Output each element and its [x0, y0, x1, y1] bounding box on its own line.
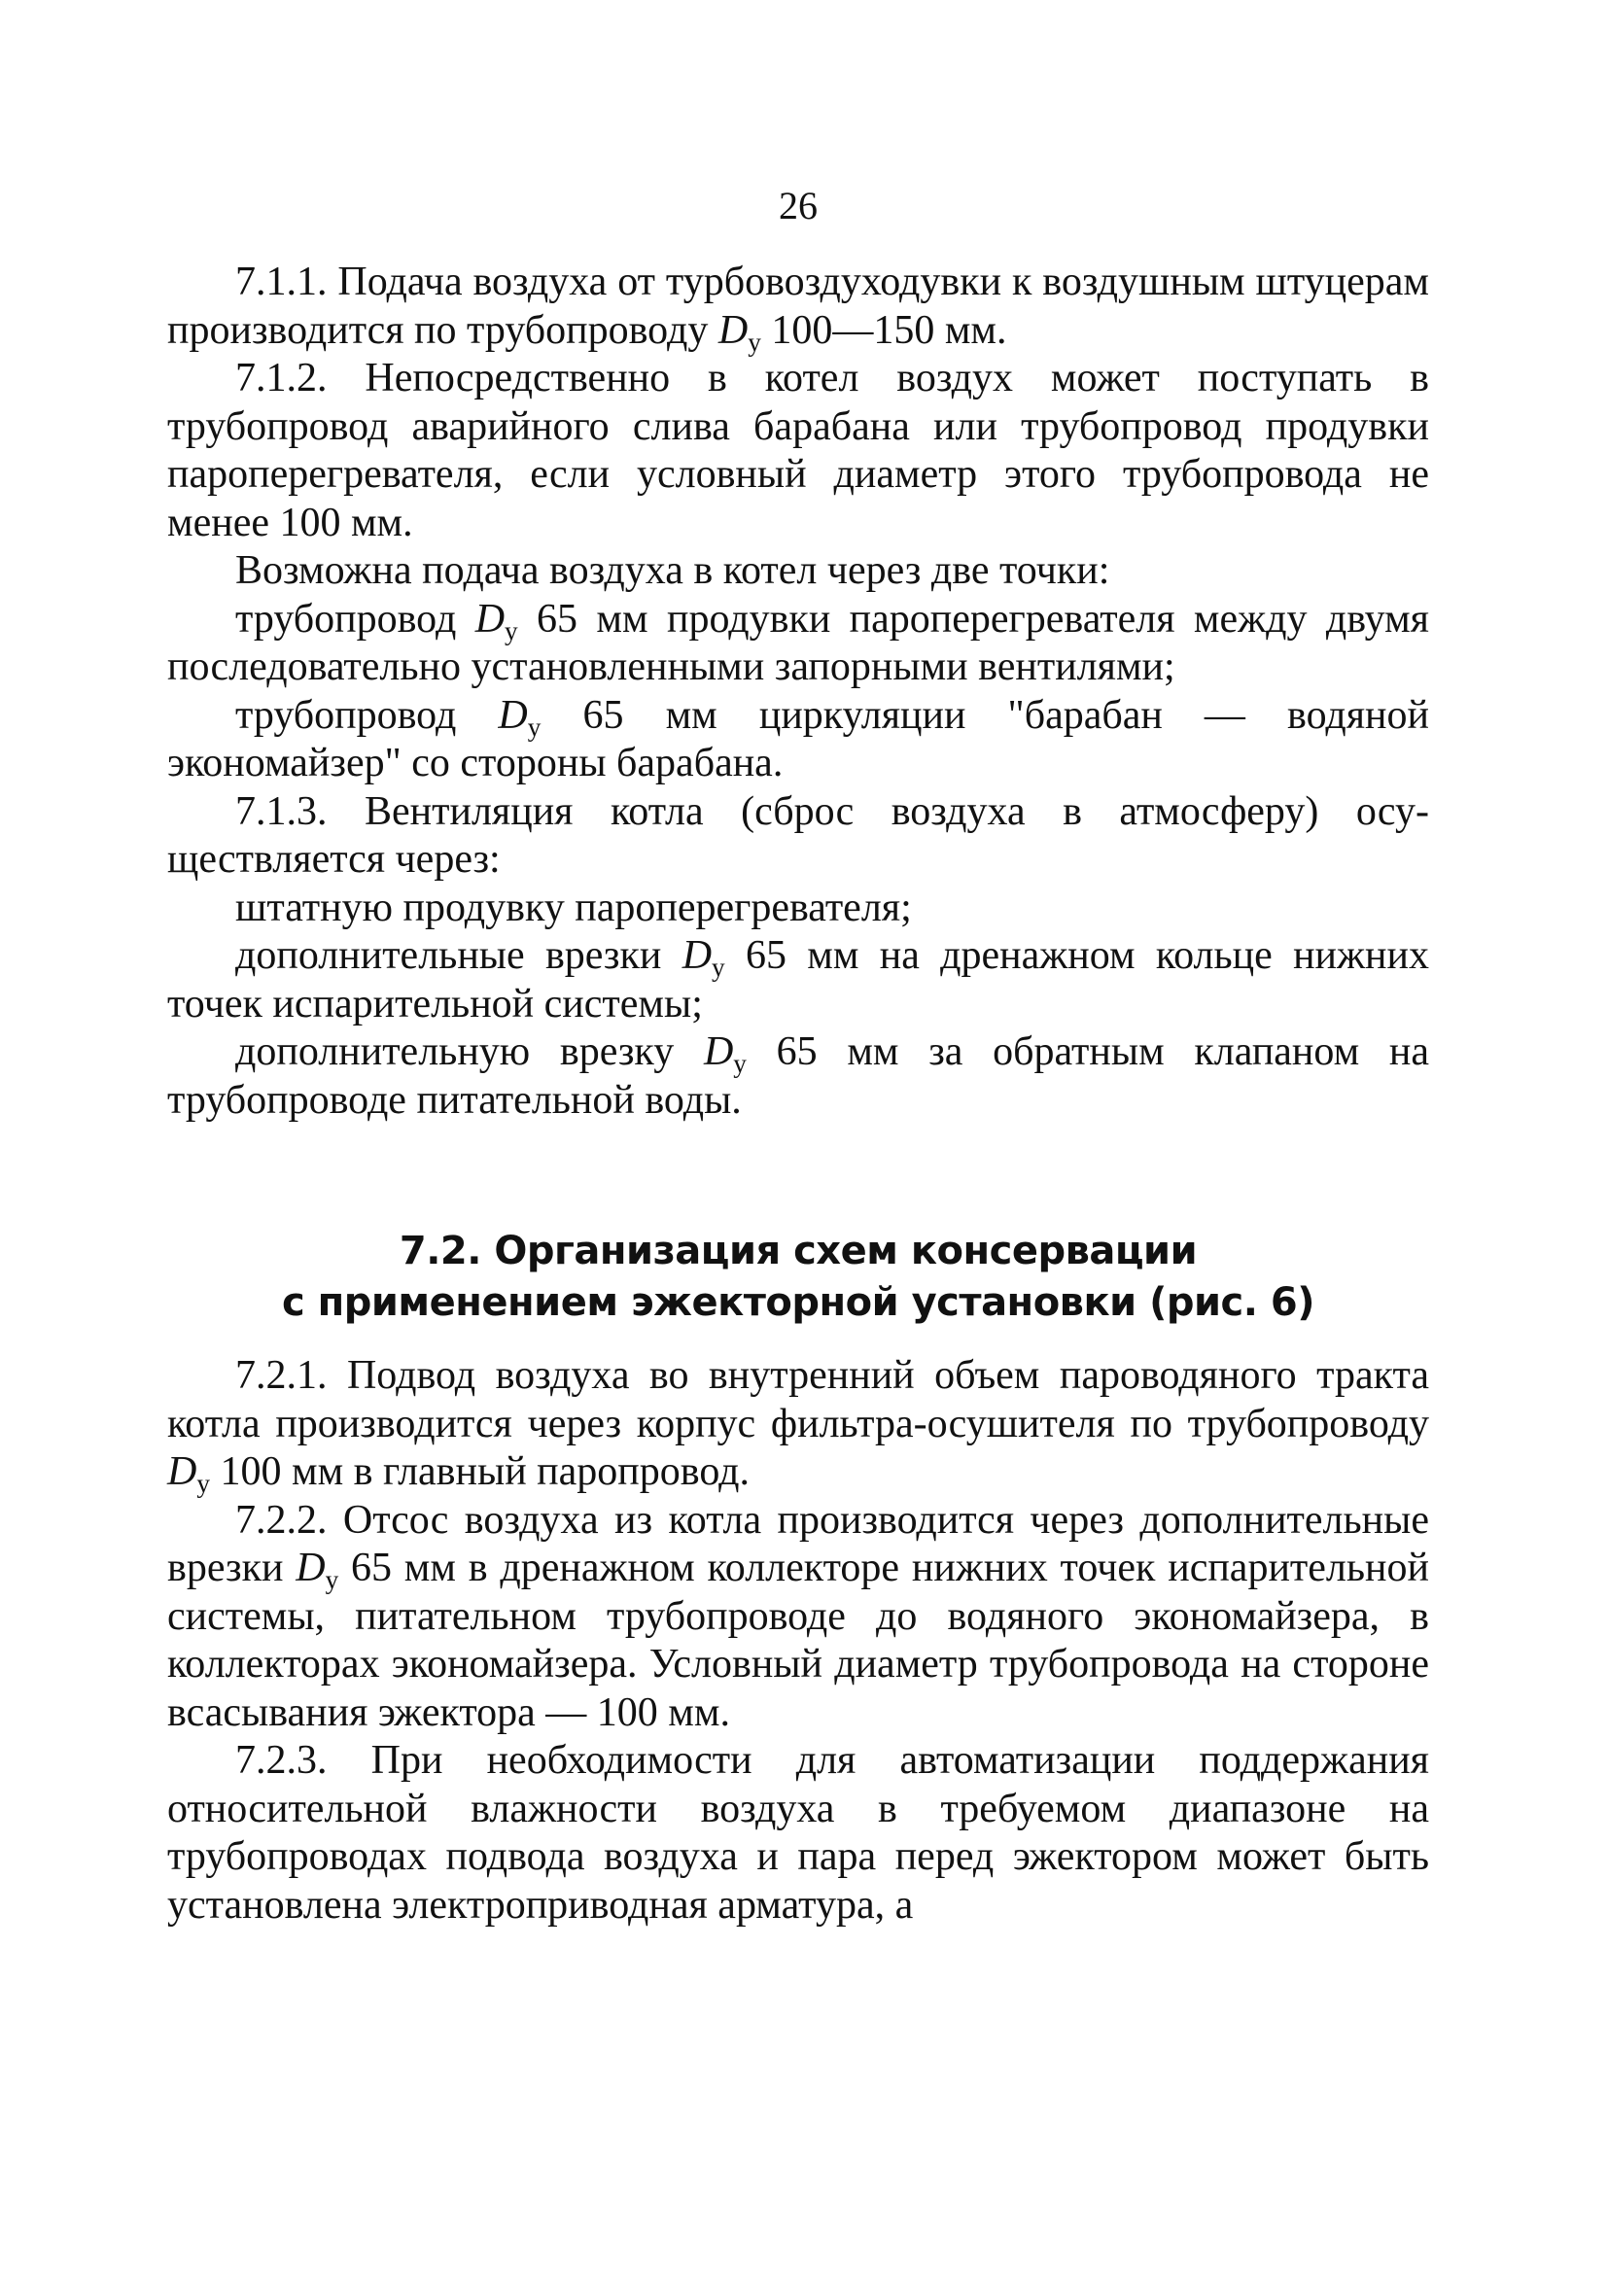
heading-line-1: 7.2. Организация схем консервации [399, 1229, 1198, 1273]
paragraph-7-1-2: 7.1.2. Непосредственно в котел воздух может поступать в трубопровод аварийного слива барабана или трубопровод продувки пароперегревателя, если условный диаметр этого трубопровода не менее 100 мм. [167, 356, 1429, 545]
section-heading-7-2 [167, 1226, 1429, 1329]
paragraph-7-1-1 [167, 259, 1429, 355]
paragraph-7-2-1 [167, 1352, 1429, 1497]
paragraph-point-2 [167, 692, 1429, 788]
text: дополнительные врезки [235, 933, 682, 978]
text: трубопровод [235, 596, 475, 642]
diameter-symbol: D [167, 1449, 197, 1494]
diameter-subscript: у [712, 953, 725, 983]
paragraph-two-points: Возможна подача воздуха в котел через две точки: [235, 548, 1110, 593]
text: 65 мм на дренажном кольце нижних точек испарительной системы; [167, 933, 1430, 1026]
diameter-subscript: у [505, 615, 518, 645]
paragraph-vent-3 [167, 1028, 1429, 1125]
text: 7.1.1. Подача воздуха от турбовоздуходувки к воздушным штуцерам производится по трубопроводу [167, 260, 1429, 353]
diameter-symbol: D [474, 596, 506, 642]
diameter-symbol: D [703, 1029, 734, 1074]
text: 65 мм за обратным клапаном на трубопроводе питательной воды. [167, 1029, 1429, 1123]
text: 7.2.2. Отсос воздуха из котла производится через дополнительные врезки [167, 1497, 1429, 1590]
paragraph-7-1-3: 7.1.3. Вентиляция котла (сброс воздуха в атмосферу) осуществляется через: [167, 788, 1429, 882]
diameter-symbol: D [682, 933, 713, 978]
text: 65 мм в дренажном коллекторе нижних точек испарительной системы, питательном трубопроводе до водяного экономайзера, в коллекторах экономайзера. Условный диаметр трубопровода на стороне всасывания эжектора — 100 мм. [167, 1546, 1429, 1735]
diameter-subscript: у [527, 712, 542, 742]
text: 65 мм продувки пароперегревателя между двумя последовательно установленными запорными вентилями; [167, 596, 1429, 689]
paragraph-point-1 [167, 596, 1429, 692]
paragraph-7-2-3: 7.2.3. При необходимости для автоматизации поддержания относительной влажности воздуха в требуемом диапазоне на трубопроводах подвода воздуха и пара перед эжектором может быть установлена электроприводная арматура, а [167, 1738, 1429, 1928]
diameter-subscript: у [196, 1469, 210, 1499]
diameter-symbol: D [498, 692, 528, 738]
diameter-symbol: D [296, 1546, 326, 1590]
text: дополнительную врезку [235, 1029, 704, 1074]
text: 100 мм в главный паропровод. [210, 1449, 750, 1494]
diameter-symbol: D [717, 307, 749, 353]
text: 100—150 мм. [760, 307, 1007, 353]
paragraph-vent-2 [167, 932, 1429, 1028]
diameter-subscript: у [748, 327, 761, 357]
heading-line-2: с применением эжекторной установки (рис. 6) [282, 1280, 1314, 1325]
text: 65 мм циркуляции "барабан — водяной экономайзер" со стороны барабана. [167, 692, 1429, 785]
document-page [167, 185, 1429, 1930]
diameter-subscript: у [325, 1565, 339, 1595]
text: 7.2.1. Подвод воздуха во внутренний объем пароводяного тракта котла производится через корпус фильтра-осушителя по трубопроводу [167, 1353, 1429, 1446]
paragraph-vent-1: штатную продувку пароперегревателя; [235, 885, 912, 930]
page-number: 26 [779, 184, 818, 227]
text: трубопровод [235, 692, 499, 738]
diameter-subscript: у [733, 1049, 747, 1079]
paragraph-7-2-2 [167, 1497, 1429, 1738]
